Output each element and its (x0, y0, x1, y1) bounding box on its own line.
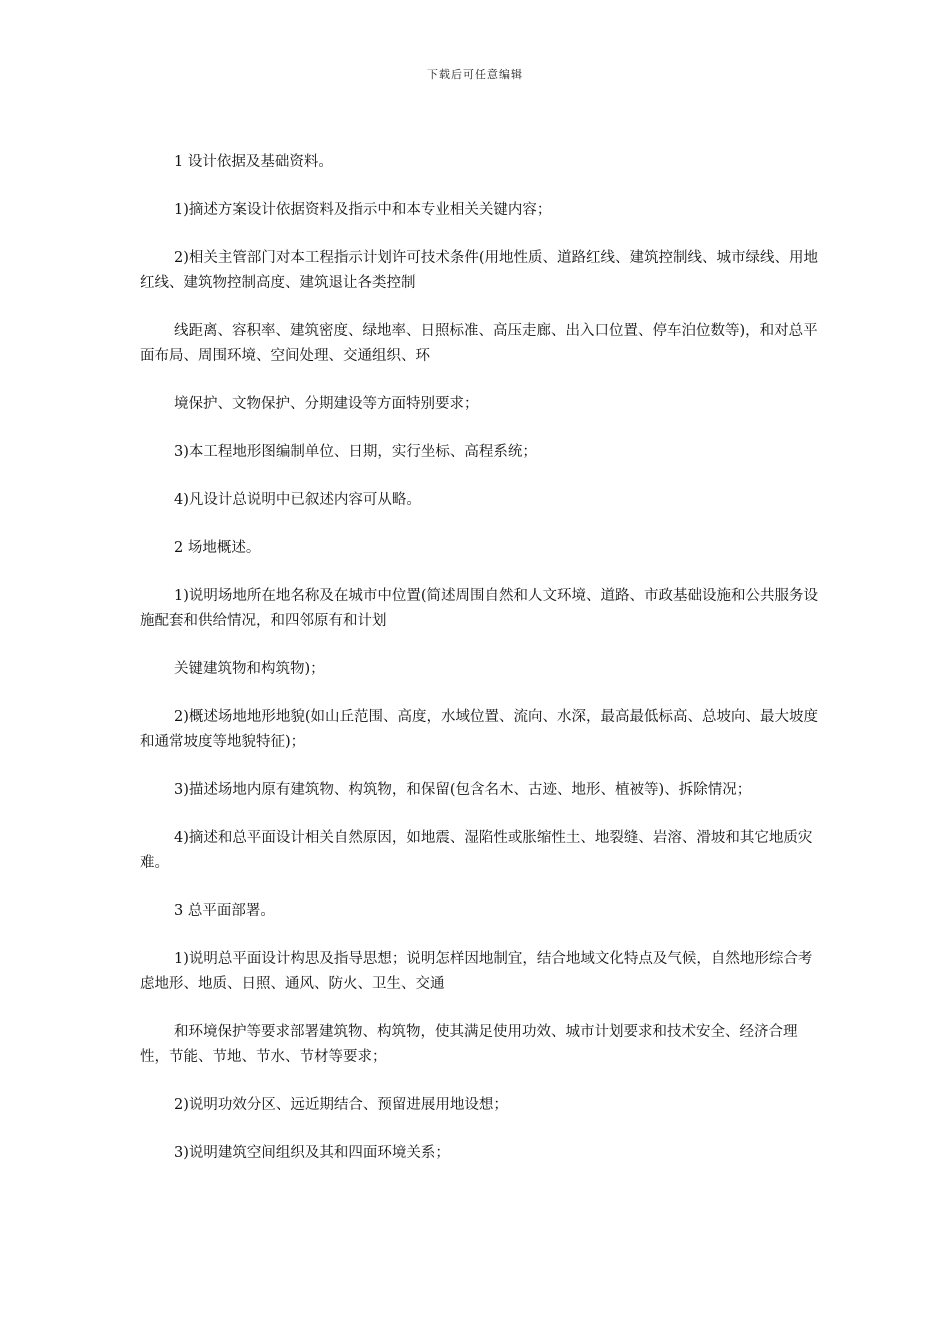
paragraph: 线距离、容积率、建筑密度、绿地率、日照标准、高压走廊、出入口位置、停车泊位数等)，和对总平面布局、周围环境、空间处理、交通组织、环 (140, 323, 818, 364)
paragraph: 4)凡设计总说明中已叙述内容可从略。 (174, 492, 421, 508)
document-body (140, 150, 820, 1189)
paragraph: 4)摘述和总平面设计相关自然原因，如地震、湿陷性或胀缩性土、地裂缝、岩溶、滑坡和其它地质灾难。 (140, 830, 813, 871)
paragraph: 3)本工程地形图编制单位、日期，实行坐标、高程系统； (174, 444, 537, 460)
paragraph: 境保护、文物保护、分期建设等方面特别要求； (174, 396, 479, 412)
paragraph: 2)相关主管部门对本工程指示计划许可技术条件(用地性质、道路红线、建筑控制线、城市绿线、用地红线、建筑物控制高度、建筑退让各类控制 (140, 250, 819, 291)
section-heading: 2 场地概述。 (174, 540, 261, 556)
paragraph: 和环境保护等要求部署建筑物、构筑物，使其满足使用功效、城市计划要求和技术安全、经济合理性，节能、节地、节水、节材等要求； (140, 1024, 798, 1065)
paragraph: 1)摘述方案设计依据资料及指示中和本专业相关关键内容； (174, 202, 552, 218)
paragraph: 3)描述场地内原有建筑物、构筑物，和保留(包含名木、古迹、地形、植被等)、拆除情况； (174, 782, 752, 798)
section-heading: 1 设计依据及基础资料。 (174, 154, 333, 170)
paragraph: 1)说明总平面设计构思及指导思想；说明怎样因地制宜，结合地域文化特点及气候，自然地形综合考虑地形、地质、日照、通风、防火、卫生、交通 (140, 951, 813, 992)
paragraph: 1)说明场地所在地名称及在城市中位置(简述周围自然和人文环境、道路、市政基础设施和公共服务设施配套和供给情况，和四邻原有和计划 (140, 588, 819, 629)
paragraph: 2)概述场地地形地貌(如山丘范围、高度，水域位置、流向、水深，最高最低标高、总坡向、最大坡度和通常坡度等地貌特征)； (140, 709, 819, 750)
section-heading: 3 总平面部署。 (174, 903, 275, 919)
paragraph: 关键建筑物和构筑物)； (174, 661, 325, 677)
paragraph: 3)说明建筑空间组织及其和四面环境关系； (174, 1145, 450, 1161)
page-header: 下载后可任意编辑 (427, 68, 523, 81)
paragraph: 2)说明功效分区、远近期结合、预留进展用地设想； (174, 1097, 508, 1113)
